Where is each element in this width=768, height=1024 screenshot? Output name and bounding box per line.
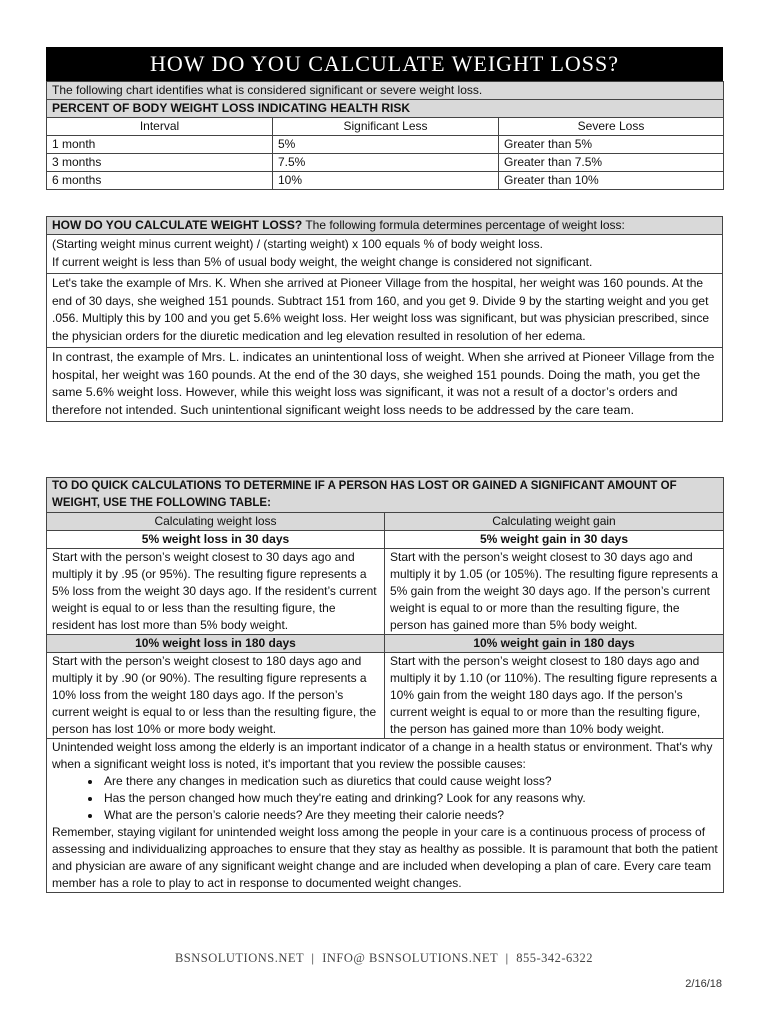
table-cell: Greater than 5%: [499, 136, 724, 154]
closing-end: Remember, staying vigilant for unintended weight loss among the people in your care is a continuous process of process of assessing and individualizing approaches to ensure that they stay as healthy as possible. It is paramount that both the patient and physician are aware of any significant weight change and are included when developing a plan of care. Every care team member has a role to play to act in response to documented weight changes.: [52, 825, 718, 890]
gain-30-title: 5% weight gain in 30 days: [385, 531, 724, 549]
footer: [0, 951, 768, 966]
page-title: HOW DO YOU CALCULATE WEIGHT LOSS?: [46, 47, 723, 81]
list-item: • Has the person changed how much they're eating and drinking? Look for any reasons why.: [102, 790, 718, 807]
table-row: [47, 172, 724, 190]
closing-intro: Unintended weight loss among the elderly is an important indicator of a change in a health status or environment. That's why when a significant weight loss is noted, it's important that you review the possible causes:: [52, 740, 713, 771]
example-mrs-l: In contrast, the example of Mrs. L. indicates an unintentional loss of weight. When she arrived at Pioneer Village from the hospital, her weight was 160 pounds. At the end of the 30 days, she weighed 151 pounds. Doing the math, you get the same 5.6% weight loss. However, while this weight loss was significant, it was not a result of a doctor’s orders and therefore not intended. Such unintentional significant weight loss needs to be addressed by the care team.: [47, 348, 723, 422]
loss-180-title: 10% weight loss in 180 days: [47, 635, 385, 653]
quick-calc-heading: TO DO QUICK CALCULATIONS TO DETERMINE IF A PERSON HAS LOST OR GAINED A SIGNIFICANT AMOUNT OF WEIGHT, USE THE FOLLOWING TABLE:: [47, 478, 724, 513]
chart-intro: The following chart identifies what is considered significant or severe weight loss.: [47, 82, 724, 100]
formula-heading-bold: HOW DO YOU CALCULATE WEIGHT LOSS?: [52, 218, 303, 232]
table-cell: 1 month: [47, 136, 273, 154]
table-cell: 6 months: [47, 172, 273, 190]
column-header-loss: Calculating weight loss: [47, 513, 385, 531]
table-row: [47, 154, 724, 172]
formula-heading: [47, 217, 723, 235]
gain-30-text: Start with the person’s weight closest to 30 days ago and multiply it by 1.05 (or 105%). The resulting figure represents a 5% gain from the weight 30 days ago. If the person’s current weight is equal to or more than the resulting figure, the person has gained more than 5% body weight.: [385, 549, 724, 635]
loss-30-title: 5% weight loss in 30 days: [47, 531, 385, 549]
example-mrs-k: Let's take the example of Mrs. K. When she arrived at Pioneer Village from the hospital, her weight was 160 pounds. At the end of 30 days, she weighed 151 pounds. Subtract 151 from 160, and you get 9. Divide 9 by the starting weight and you get .056. Multiply this by 100 and you get 5.6% weight loss. Her weight loss was significant, but was physician prescribed, since the physician orders for the diuretic medication and leg elevation resulted in resolution of her edema.: [47, 274, 723, 348]
table-cell: 5%: [273, 136, 499, 154]
table-cell: 7.5%: [273, 154, 499, 172]
causes-list: [52, 773, 718, 824]
footer-separator: |: [505, 951, 509, 965]
table-cell: 3 months: [47, 154, 273, 172]
formula-line-2: If current weight is less than 5% of usual body weight, the weight change is considered not significant.: [52, 254, 593, 269]
footer-separator: |: [311, 951, 315, 965]
table-cell: Greater than 7.5%: [499, 154, 724, 172]
loss-180-text: Start with the person’s weight closest to 180 days ago and multiply it by .90 (or 90%). The resulting figure represents a 10% loss from the weight 180 days ago. If the person’s current weight is equal to or less than the resulting figure, the person has lost 10% or more body weight.: [47, 653, 385, 739]
footer-email[interactable]: INFO@ BSNSOLUTIONS.NET: [322, 951, 498, 965]
formula-line-1: (Starting weight minus current weight) / (starting weight) x 100 equals % of body weight loss.: [52, 237, 543, 251]
table-cell: Greater than 10%: [499, 172, 724, 190]
closing-notes: [47, 739, 724, 893]
footer-website[interactable]: BSNSOLUTIONS.NET: [174, 951, 304, 965]
footer-phone: 855-342-6322: [516, 951, 594, 965]
column-header-severe: Severe Loss: [499, 118, 724, 136]
list-item: • Are there any changes in medication such as diuretics that could cause weight loss?: [102, 773, 718, 790]
column-header-gain: Calculating weight gain: [385, 513, 724, 531]
loss-30-text: Start with the person’s weight closest to 30 days ago and multiply it by .95 (or 95%). The resulting figure represents a 5% loss from the weight 30 days ago. If the resident’s current weight is equal to or less than the resulting figure, the resident has lost more than 5% body weight.: [47, 549, 385, 635]
formula-section: [46, 216, 723, 422]
column-header-interval: Interval: [47, 118, 273, 136]
list-item: • What are the person’s calorie needs? Are they meeting their calorie needs?: [102, 807, 718, 824]
table-cell: 10%: [273, 172, 499, 190]
weight-loss-chart: [46, 81, 723, 190]
gain-180-text: Start with the person’s weight closest to 180 days ago and multiply it by 1.10 (or 110%). The resulting figure represents a 10% gain from the weight 180 days ago. If the person’s current weight is equal to or more than the resulting figure, the person has gained more than 10% body weight.: [385, 653, 724, 739]
table-row: [47, 136, 724, 154]
quick-calculations-section: [46, 477, 723, 893]
gain-180-title: 10% weight gain in 180 days: [385, 635, 724, 653]
document-date: 2/16/18: [685, 978, 722, 990]
formula-text: [47, 235, 723, 274]
column-header-significant: Significant Less: [273, 118, 499, 136]
formula-heading-text: The following formula determines percentage of weight loss:: [302, 218, 625, 232]
chart-heading: PERCENT OF BODY WEIGHT LOSS INDICATING HEALTH RISK: [47, 100, 724, 118]
